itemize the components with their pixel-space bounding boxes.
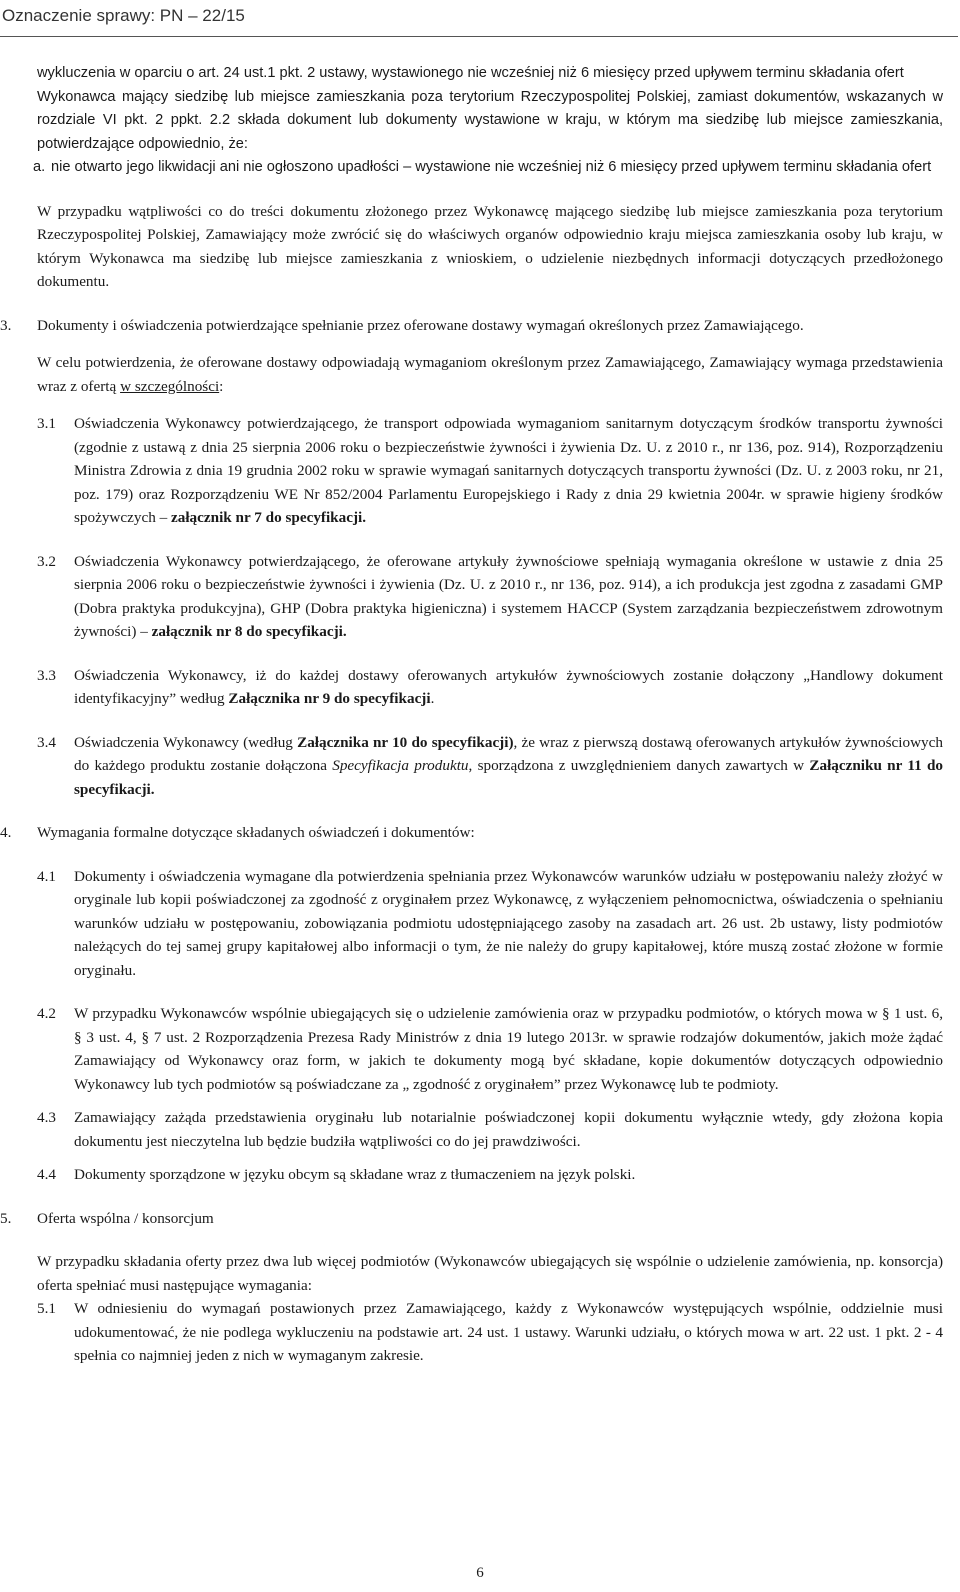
section-3-intro-underlined: w szczególności xyxy=(120,377,220,395)
item-3-3-attachment: Załącznika nr 9 do specyfikacji xyxy=(228,690,431,707)
header-divider xyxy=(0,36,958,37)
list-item-a xyxy=(33,156,943,180)
paragraph-doubt: W przypadku wątpliwości co do treści dokumentu złożonego przez Wykonawcę mającego siedzibę lub miejsce zamieszkania poza terytorium Rzeczypospolitej Polskiej, Zamawiający może zwrócić się do właściwych organów odpowiednio kraju miejsca zamieszkania osoby lub kraju, w którym Wykonawca ma siedzibę lub miejsce zamieszkania z wnioskiem, o udzielenie niezbędnych informacji dotyczących przedłożonego dokumentu. xyxy=(37,202,943,290)
item-4-4-text: Dokumenty sporządzone w języku obcym są składane wraz z tłumaczeniem na język polski. xyxy=(74,1166,636,1183)
item-4-3-text: Zamawiający zażąda przedstawienia oryginału lub notarialnie poświadczonej kopii dokumentu wyłącznie wtedy, gdy złożona kopia dokumentu jest nieczytelna lub będzie budziła wątpliwości co do jej prawdziwości. xyxy=(74,1109,943,1150)
item-4-1-number: 4.1 xyxy=(37,867,56,885)
section-5-intro: W przypadku składania oferty przez dwa lub więcej podmiotów (Wykonawców ubiegających się wspólnie o udzielenie zamówienia, np. konsorcja) oferta spełniać musi następujące wymagania: xyxy=(37,1253,943,1294)
section-4 xyxy=(0,821,943,845)
item-4-2 xyxy=(37,1002,943,1096)
section-4-title: Wymagania formalne dotyczące składanych oświadczeń i dokumentów: xyxy=(37,824,475,841)
section-5-number: 5. xyxy=(0,1209,12,1227)
item-4-1 xyxy=(37,865,943,983)
item-3-3-text xyxy=(74,664,943,711)
item-3-4 xyxy=(37,731,943,802)
list-marker-a: a. xyxy=(33,159,46,175)
item-3-1-number: 3.1 xyxy=(37,415,56,432)
item-3-3-number: 3.3 xyxy=(37,666,56,684)
item-3-1-end: . xyxy=(362,509,367,526)
section-3-intro xyxy=(37,351,943,398)
item-3-2-attachment: załącznik nr 8 do specyfikacji. xyxy=(151,623,347,640)
item-3-4-body-b: , że wraz z pierwszą dostawą oferowanych artykułów żywnościowych do każdego produktu zostanie dołączona xyxy=(74,733,943,774)
case-reference: Oznaczenie sprawy: PN – 22/15 xyxy=(2,6,245,25)
item-3-1-text xyxy=(74,412,943,530)
page-number: 6 xyxy=(476,1565,484,1581)
section-5-title: Oferta wspólna / konsorcjum xyxy=(37,1209,214,1227)
item-3-4-number: 3.4 xyxy=(37,733,56,751)
item-3-4-attachment-10: Załącznika nr 10 do specyfikacji) xyxy=(297,733,514,751)
item-3-2-number: 3.2 xyxy=(37,552,56,570)
paragraph-exclusion-continuation: wykluczenia w oparciu o art. 24 ust.1 pkt. 2 ustawy, wystawionego nie wcześniej niż 6 miesięcy przed upływem terminu składania ofert xyxy=(37,65,904,81)
item-3-2 xyxy=(37,550,943,644)
section-3 xyxy=(0,314,943,338)
item-3-3-body: Oświadczenia Wykonawcy, iż do każdej dostawy oferowanych artykułów żywnościowych zostanie dołączony „Handlowy dokument identyfikacyjny” według xyxy=(74,666,943,707)
item-4-1-text: Dokumenty i oświadczenia wymagane dla potwierdzenia spełniania przez Wykonawców warunków udziału w postępowaniu należy złożyć w oryginale lub kopii poświadczonej za zgodność z oryginałem przez Wykonawcę, z wyłączeniem pełnomocnictwa, oświadczenia o spełnianiu warunków udziału w postępowaniu, zobowiązania podmiotu udostępniającego zasoby na zasadach art. 26 ust. 2b ustawy, listy podmiotów należących do tej samej grupy kapitałowej albo informacji o tym, że nie należy do grupy kapitałowej, które muszą zostać złożone w formie oryginału. xyxy=(74,867,943,979)
item-3-4-body-c: , sporządzona z uwzględnieniem danych zawartych w xyxy=(468,757,810,774)
item-3-1-body: Oświadczenia Wykonawcy potwierdzającego, że transport odpowiada wymaganiom sanitarnym dotyczącym środków transportu żywności (zgodnie z ustawą z dnia 25 sierpnia 2006 roku o bezpieczeństwie żywności i żywienia Dz. U. z 2010 r., nr 136, poz. 914), Rozporządzeniu Ministra Zdrowia z dnia 19 grudnia 2002 roku w sprawie wymagań sanitarnych dotyczących transportu żywności (Dz. U. z 2003 roku, nr 21, poz. 179) oraz Rozporządzeniu WE Nr 852/2004 Parlamentu Europejskiego i Rady z dnia 29 kwietnia 2004r. w sprawie higieny środków spożywczych – xyxy=(74,415,943,526)
paragraph-foreign-contractor: Wykonawca mający siedzibę lub miejsce zamieszkania poza terytorium Rzeczypospolitej Polskiej, zamiast dokumentów, wskazanych w rozdziale VI pkt. 2 ppkt. 2.2 składa dokument lub dokumenty wystawione w kraju, w którym ma siedzibę lub miejsce zamieszkania, potwierdzające odpowiednio, że: xyxy=(37,88,943,152)
item-4-2-number: 4.2 xyxy=(37,1005,56,1022)
item-3-4-body-a: Oświadczenia Wykonawcy (według xyxy=(74,733,298,751)
item-5-1-number: 5.1 xyxy=(37,1300,56,1317)
section-4-number: 4. xyxy=(0,824,12,841)
section-3-intro-text: W celu potwierdzenia, że oferowane dostawy odpowiadają wymaganiom określonym przez Zamawiającego, Zamawiający wymaga przedstawienia wraz z ofertą xyxy=(37,354,943,395)
section-3-number: 3. xyxy=(0,316,12,334)
item-5-1 xyxy=(37,1297,943,1368)
item-3-3-end: . xyxy=(430,690,435,707)
item-3-2-body: Oświadczenia Wykonawcy potwierdzającego, że oferowane artykuły żywnościowe spełniają wymagania określone w ustawie z dnia 25 sierpnia 2006 roku o bezpieczeństwie żywności i żywienia (Dz. U. z 2010 r., nr 136, poz. 914), a ich produkcja jest zgodna z zasadami GMP (Dobra praktyka produkcyjna), GHP (Dobra praktyka higieniczna) i systemem HACCP (System zarządzania bezpieczeństwem zdrowotnym żywności) – xyxy=(74,552,943,640)
item-5-1-text: W odniesieniu do wymagań postawionych przez Zamawiającego, każdy z Wykonawców występujących wspólnie, oddzielnie musi udokumentować, że nie podlega wykluczeniu na podstawie art. 24 ust. 1 ustawy. Warunki udziału, o których mowa w art. 22 ust. 1 pkt. 2 - 4 spełnia co najmniej jeden z nich w wymaganym zakresie. xyxy=(74,1300,943,1364)
item-4-4 xyxy=(37,1163,943,1187)
section-3-title: Dokumenty i oświadczenia potwierdzające spełnianie przez oferowane dostawy wymagań określonych przez Zamawiającego. xyxy=(37,316,804,334)
section-3-intro-colon: : xyxy=(219,377,224,395)
section-5 xyxy=(0,1207,943,1231)
item-4-4-number: 4.4 xyxy=(37,1166,56,1183)
page-header xyxy=(0,0,960,40)
item-3-2-text xyxy=(74,550,943,644)
item-4-2-text: W przypadku Wykonawców wspólnie ubiegających się o udzielenie zamówienia oraz w przypadku podmiotów, o których mowa w § 1 ust. 6, § 3 ust. 4, § 7 ust. 2 Rozporządzenia Prezesa Rady Ministrów z dnia 19 lutego 2013r. w sprawie rodzajów dokumentów, jakich może żądać Zamawiający od Wykonawcy oraz form, w jakich te dokumenty mogą być składane, kopie dokumentów dotyczących odpowiednio Wykonawcy lub tych podmiotów są poświadczane za „ zgodność z oryginałem” przez Wykonawcę lub te podmioty. xyxy=(74,1005,943,1093)
item-3-3 xyxy=(37,664,943,711)
item-3-4-product-spec: Specyfikacja produktu xyxy=(332,757,469,774)
document-body xyxy=(0,62,943,1368)
item-4-3 xyxy=(37,1106,943,1153)
item-3-4-attachment-11: Załączniku nr 11 do specyfikacji. xyxy=(74,757,943,798)
item-4-3-number: 4.3 xyxy=(37,1109,56,1126)
item-3-1 xyxy=(37,412,943,530)
item-3-1-attachment: załącznik nr 7 do specyfikacji xyxy=(171,509,363,526)
item-3-4-text xyxy=(74,731,943,802)
list-item-a-text: nie otwarto jego likwidacji ani nie ogłoszono upadłości – wystawione nie wcześniej niż 6 miesięcy przed upływem terminu składania ofert xyxy=(51,159,932,175)
